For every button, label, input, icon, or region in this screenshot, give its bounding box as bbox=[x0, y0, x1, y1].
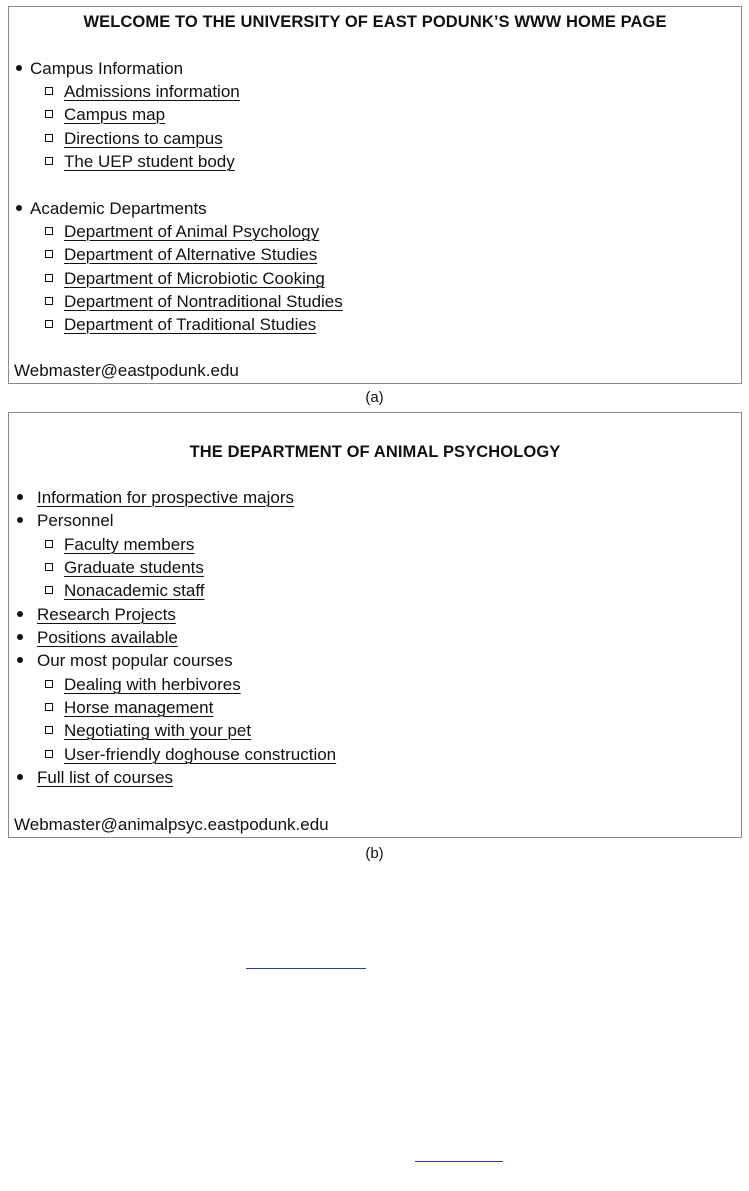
list-item bbox=[45, 292, 343, 312]
figure-caption-b: (b) bbox=[365, 845, 384, 862]
list-item bbox=[45, 315, 316, 335]
horse-management-link[interactable]: Horse management bbox=[64, 698, 214, 717]
bullet-icon bbox=[16, 65, 22, 71]
square-bullet-icon bbox=[45, 540, 53, 548]
square-bullet-icon bbox=[45, 703, 53, 711]
list-item bbox=[45, 721, 251, 741]
admissions-information-link[interactable]: Admissions information bbox=[64, 82, 240, 101]
square-bullet-icon bbox=[45, 297, 53, 305]
home-page-panel bbox=[8, 6, 742, 384]
list-item bbox=[45, 675, 241, 695]
list-item bbox=[45, 105, 165, 125]
graduate-students-link[interactable]: Graduate students bbox=[64, 558, 204, 577]
list-item bbox=[45, 82, 240, 102]
webmaster-email: Webmaster@animalpsyc.eastpodunk.edu bbox=[14, 815, 329, 834]
list-item bbox=[17, 605, 176, 625]
list-item bbox=[45, 581, 204, 601]
campus-map-link[interactable]: Campus map bbox=[64, 105, 166, 124]
list-item bbox=[17, 651, 233, 671]
list-item bbox=[45, 129, 223, 149]
personnel-label: Personnel bbox=[37, 511, 114, 530]
uep-student-body-link[interactable]: The UEP student body bbox=[64, 152, 235, 171]
bullet-icon bbox=[17, 634, 23, 640]
square-bullet-icon bbox=[45, 680, 53, 688]
nontraditional-studies-link[interactable]: Department of Nontraditional Studies bbox=[64, 292, 343, 311]
traditional-studies-link[interactable]: Department of Traditional Studies bbox=[64, 315, 317, 334]
bullet-icon bbox=[17, 517, 23, 523]
positions-available-link[interactable]: Positions available bbox=[37, 628, 178, 647]
list-item bbox=[45, 152, 235, 172]
animal-psychology-link[interactable]: Department of Animal Psychology bbox=[64, 222, 320, 241]
square-bullet-icon bbox=[45, 110, 53, 118]
alternative-studies-link[interactable]: Department of Alternative Studies bbox=[64, 245, 318, 264]
list-item bbox=[45, 745, 336, 765]
list-item bbox=[45, 222, 319, 242]
home-page-title: WELCOME TO THE UNIVERSITY OF EAST PODUNK’S WWW HOME PAGE bbox=[83, 13, 667, 31]
bullet-icon bbox=[16, 205, 22, 211]
hyperlink-underline[interactable] bbox=[415, 1161, 503, 1162]
square-bullet-icon bbox=[45, 563, 53, 571]
list-item bbox=[17, 488, 294, 508]
list-item bbox=[45, 535, 194, 555]
list-item-academic-departments: Academic Departments bbox=[16, 199, 207, 219]
popular-courses-label: Our most popular courses bbox=[37, 651, 233, 670]
prospective-majors-link[interactable]: Information for prospective majors bbox=[37, 488, 294, 507]
microbiotic-cooking-link[interactable]: Department of Microbiotic Cooking bbox=[64, 269, 325, 288]
faculty-members-link[interactable]: Faculty members bbox=[64, 535, 195, 554]
bullet-icon bbox=[17, 657, 23, 663]
directions-to-campus-link[interactable]: Directions to campus bbox=[64, 129, 223, 148]
list-item bbox=[45, 269, 325, 289]
bullet-icon bbox=[17, 494, 23, 500]
department-page-panel bbox=[8, 412, 742, 838]
square-bullet-icon bbox=[45, 320, 53, 328]
list-item bbox=[45, 558, 204, 578]
list-item bbox=[17, 628, 178, 648]
list-item bbox=[17, 511, 114, 531]
department-page-title: THE DEPARTMENT OF ANIMAL PSYCHOLOGY bbox=[189, 443, 561, 461]
square-bullet-icon bbox=[45, 250, 53, 258]
list-item bbox=[45, 698, 213, 718]
bullet-icon bbox=[17, 774, 23, 780]
list-item-campus-information: Campus Information bbox=[16, 59, 183, 79]
square-bullet-icon bbox=[45, 586, 53, 594]
square-bullet-icon bbox=[45, 87, 53, 95]
square-bullet-icon bbox=[45, 750, 53, 758]
square-bullet-icon bbox=[45, 726, 53, 734]
nonacademic-staff-link[interactable]: Nonacademic staff bbox=[64, 581, 205, 600]
research-projects-link[interactable]: Research Projects bbox=[37, 605, 176, 624]
square-bullet-icon bbox=[45, 134, 53, 142]
figure-caption-a: (a) bbox=[365, 389, 384, 406]
list-item bbox=[17, 768, 173, 788]
webmaster-email: Webmaster@eastpodunk.edu bbox=[14, 361, 239, 380]
negotiating-with-pet-link[interactable]: Negotiating with your pet bbox=[64, 721, 252, 740]
full-list-of-courses-link[interactable]: Full list of courses bbox=[37, 768, 174, 787]
square-bullet-icon bbox=[45, 227, 53, 235]
list-item bbox=[45, 245, 317, 265]
bullet-icon bbox=[17, 611, 23, 617]
square-bullet-icon bbox=[45, 157, 53, 165]
dealing-with-herbivores-link[interactable]: Dealing with herbivores bbox=[64, 675, 241, 694]
square-bullet-icon bbox=[45, 274, 53, 282]
doghouse-construction-link[interactable]: User-friendly doghouse construction bbox=[64, 745, 337, 764]
hyperlink-underline[interactable] bbox=[246, 968, 366, 969]
